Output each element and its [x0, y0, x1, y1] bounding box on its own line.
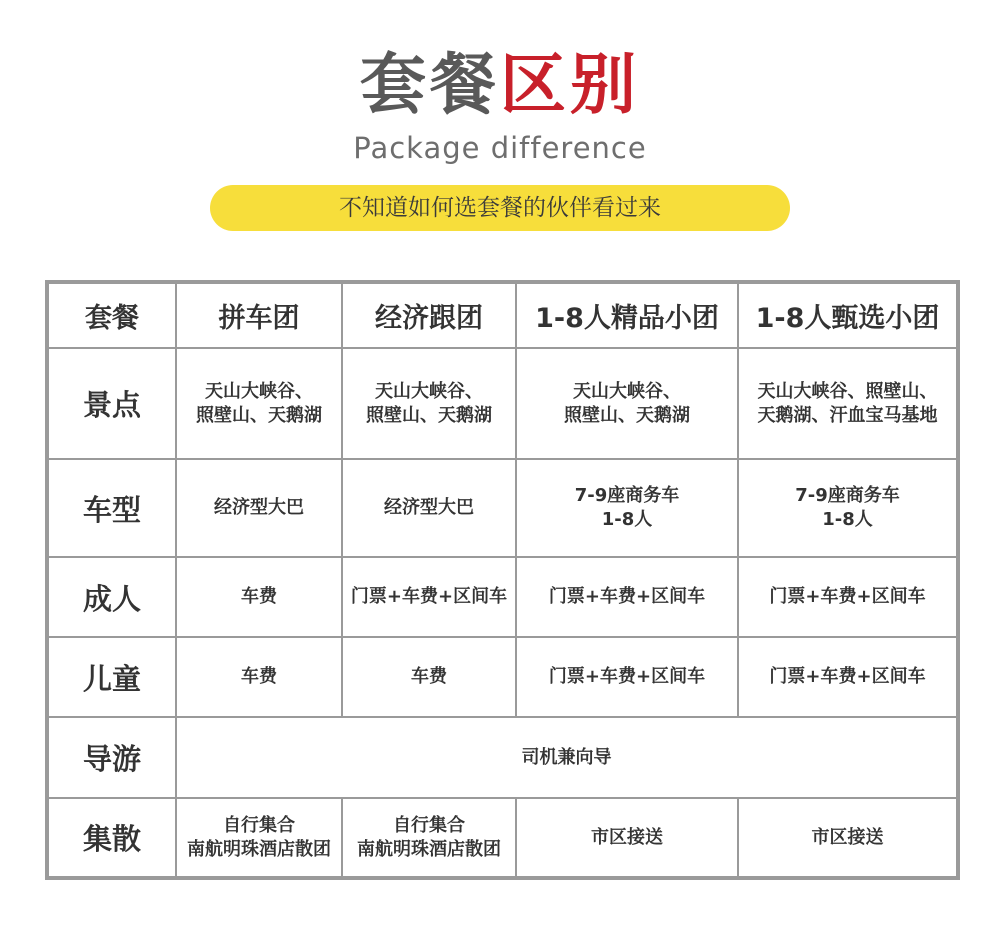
cell-line: 车费 — [241, 586, 277, 607]
cell-line: 照壁山、天鹅湖 — [196, 404, 322, 426]
header-cell: 经济跟团 — [342, 284, 516, 348]
table-cell — [516, 557, 738, 637]
row-label: 集散 — [49, 798, 176, 876]
cell-line: 1-8人 — [601, 509, 653, 530]
cell-line: 天山大峡谷、 — [573, 380, 681, 402]
header-cell: 套餐 — [49, 284, 176, 348]
cell-line: 7-9座商务车 — [574, 485, 680, 506]
cell-line: 自行集合 — [393, 814, 465, 836]
table-cell — [516, 798, 738, 876]
table-cell — [516, 348, 738, 459]
table-row-adult — [49, 557, 956, 637]
row-label: 车型 — [49, 459, 176, 557]
header-cell: 1-8人精品小团 — [516, 284, 738, 348]
table-cell — [738, 348, 956, 459]
table-cell — [738, 459, 956, 557]
cell-line: 市区接送 — [591, 826, 663, 848]
cell-line: 市区接送 — [811, 826, 884, 848]
cell-line: 门票+车费+区间车 — [769, 666, 926, 687]
comparison-table — [45, 280, 960, 880]
table-row-child — [49, 637, 956, 717]
row-label: 景点 — [49, 348, 176, 459]
table-cell — [738, 557, 956, 637]
cell-line: 7-9座商务车 — [795, 485, 900, 506]
cell-line: 经济型大巴 — [214, 497, 304, 518]
page-title — [0, 45, 1000, 125]
table-header-row — [49, 284, 956, 348]
row-label: 导游 — [49, 717, 176, 798]
table-cell — [176, 637, 342, 717]
cell-line: 天山大峡谷、 — [375, 380, 483, 402]
table-row-guide — [49, 717, 956, 798]
table-cell — [738, 637, 956, 717]
table-cell — [738, 798, 956, 876]
table-row-vehicle — [49, 459, 956, 557]
row-label: 儿童 — [49, 637, 176, 717]
table-cell — [176, 798, 342, 876]
table-cell — [176, 459, 342, 557]
table-cell — [342, 637, 516, 717]
row-label: 成人 — [49, 557, 176, 637]
page-title-part2: 区别 — [500, 46, 640, 123]
cell-line: 天鹅湖、汗血宝马基地 — [757, 404, 938, 426]
table-cell — [516, 459, 738, 557]
cell-line: 南航明珠酒店散团 — [357, 838, 501, 860]
table-cell — [342, 459, 516, 557]
cell-line: 车费 — [411, 666, 447, 687]
cell-line: 天山大峡谷、照壁山、 — [757, 380, 938, 402]
table-cell — [176, 557, 342, 637]
header-cell: 1-8人甄选小团 — [738, 284, 956, 348]
page-title-part1: 套餐 — [360, 46, 500, 123]
banner-pill: 不知道如何选套餐的伙伴看过来 — [210, 185, 790, 231]
cell-line: 经济型大巴 — [384, 497, 474, 518]
page-subtitle: Package difference — [353, 131, 647, 165]
table-cell — [342, 798, 516, 876]
header-cell: 拼车团 — [176, 284, 342, 348]
cell-line: 车费 — [241, 666, 277, 687]
cell-line: 照壁山、天鹅湖 — [564, 404, 690, 426]
cell-line: 南航明珠酒店散团 — [187, 838, 331, 860]
table-cell — [342, 348, 516, 459]
table-cell — [516, 637, 738, 717]
cell-line: 1-8人 — [822, 509, 873, 530]
table-row-gather — [49, 798, 956, 876]
cell-line: 门票+车费+区间车 — [548, 666, 706, 687]
cell-line: 门票+车费+区间车 — [548, 586, 706, 607]
table-row-spots — [49, 348, 956, 459]
cell-line: 自行集合 — [223, 814, 295, 836]
table-cell — [176, 348, 342, 459]
cell-line: 司机兼向导 — [521, 746, 612, 768]
cell-line: 天山大峡谷、 — [205, 380, 313, 402]
cell-line: 门票+车费+区间车 — [350, 586, 508, 607]
table-cell-merged — [176, 717, 956, 798]
cell-line: 照壁山、天鹅湖 — [366, 404, 492, 426]
cell-line: 门票+车费+区间车 — [769, 586, 926, 607]
table-cell — [342, 557, 516, 637]
